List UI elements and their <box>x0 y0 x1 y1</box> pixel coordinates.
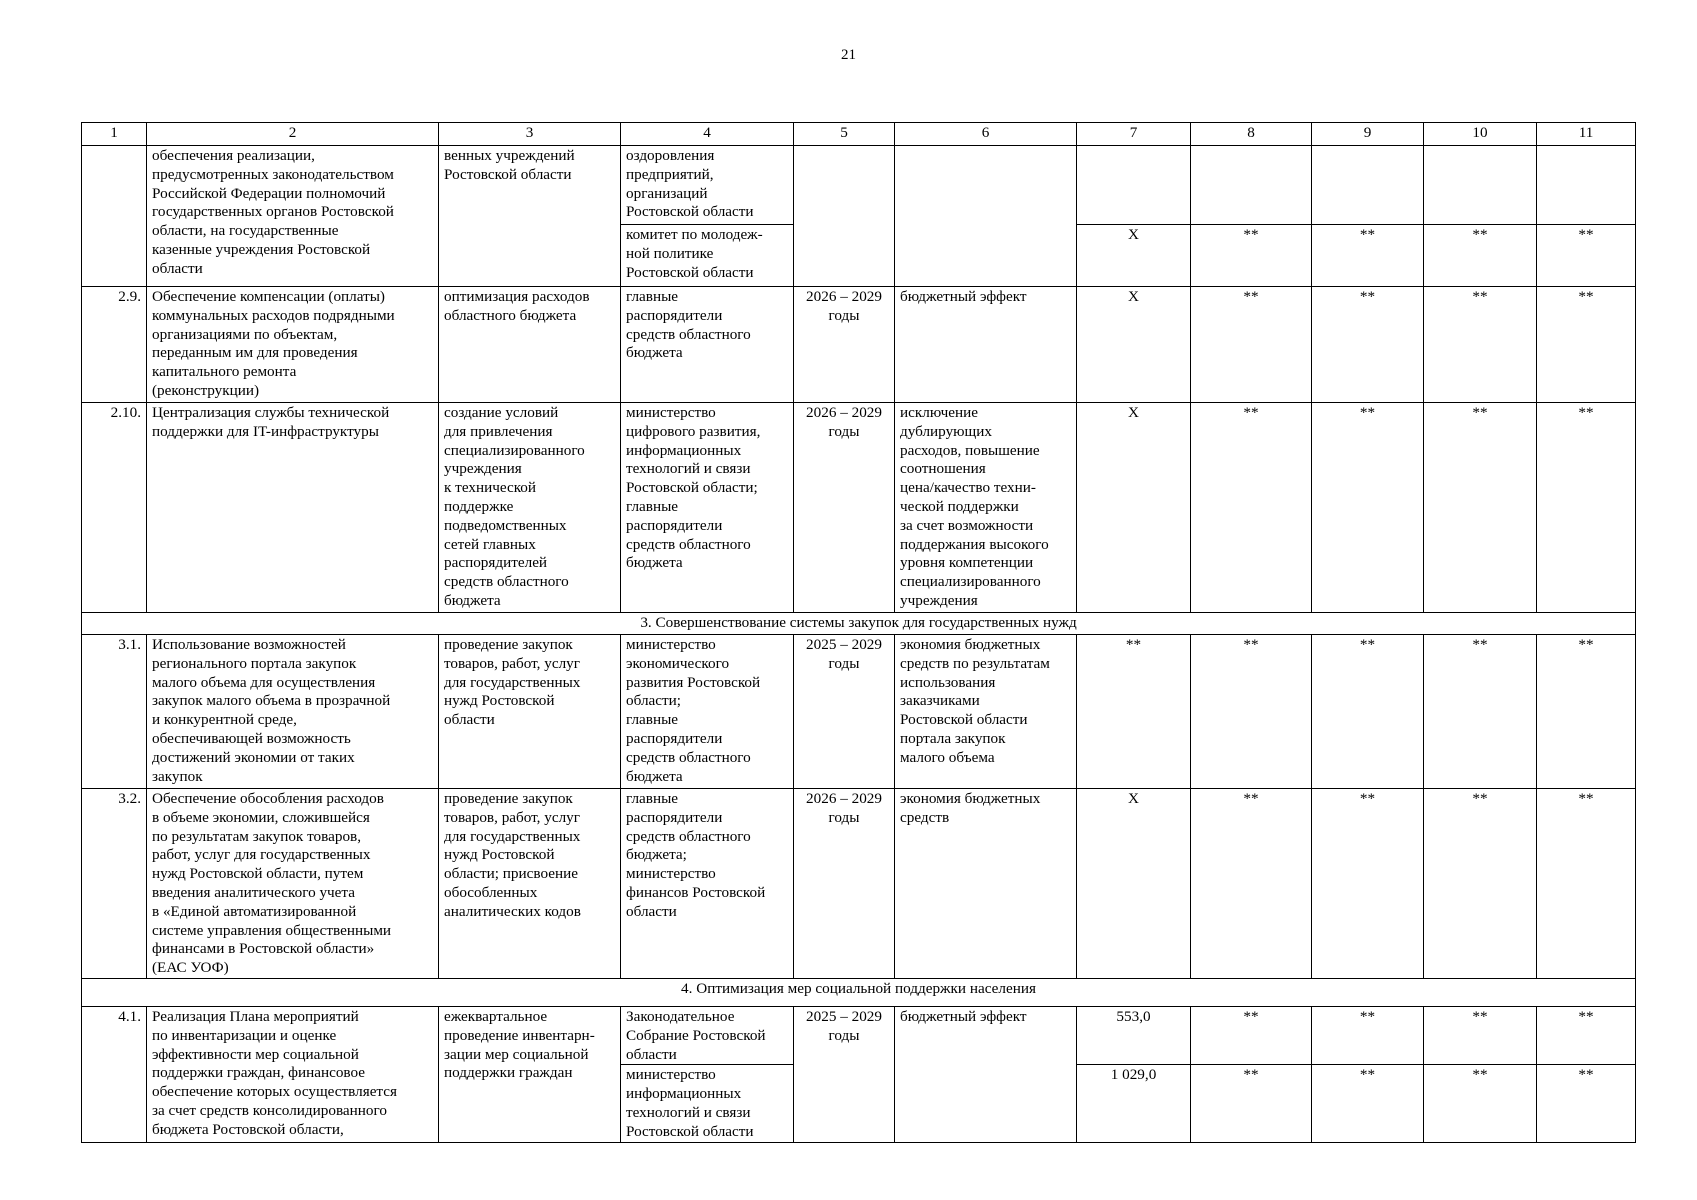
text-line: Обеспечение обособления расходов <box>152 790 384 807</box>
text-line: ежеквартальное <box>444 1007 548 1025</box>
text-line: главные <box>626 288 679 305</box>
text-line: технологий и связи <box>626 1103 751 1121</box>
measure-text <box>147 287 439 403</box>
text-line: средств по результатам <box>900 654 1050 672</box>
text-line: министерство <box>626 1066 716 1084</box>
row-number: 4.1. <box>82 1006 147 1142</box>
period-text <box>794 403 895 613</box>
text-line: поддержке <box>444 497 514 515</box>
text-line: нужд Ростовской <box>444 846 555 864</box>
row-number: 3.2. <box>82 789 147 979</box>
text-line: финансов Ростовской <box>626 883 766 901</box>
text-line: средств областного <box>626 748 751 766</box>
method-text <box>439 1006 621 1142</box>
text-line: предусмотренных законодательством <box>152 165 394 183</box>
measure-text <box>147 1006 439 1142</box>
text-line: системе управления общественными <box>152 921 392 939</box>
text-line: оздоровления <box>626 147 715 164</box>
value-cell: ** <box>1312 635 1424 789</box>
value-cell: ** <box>1424 287 1537 403</box>
text-line: бюджета <box>626 767 683 785</box>
text-line: области <box>152 259 203 277</box>
header-cell: 8 <box>1191 123 1312 146</box>
text-line: комитет по молодеж- <box>626 226 763 243</box>
text-line: государственных органов Ростовской <box>152 203 394 221</box>
text-line: работ, услуг для государственных <box>152 846 371 864</box>
text-line: ческой поддержки <box>900 497 1019 515</box>
text-line: Ростовской области <box>626 263 754 281</box>
executor-text <box>621 1065 794 1142</box>
value-cell: ** <box>1537 789 1636 979</box>
text-line: министерство <box>626 636 716 653</box>
text-line: заказчиками <box>900 692 980 710</box>
value-cell: ** <box>1537 225 1636 287</box>
text-line: Российской Федерации полномочий <box>152 184 386 202</box>
text-line: и конкурентной среде, <box>152 711 297 729</box>
value-cell: ** <box>1191 225 1312 287</box>
header-cell: 3 <box>439 123 621 146</box>
text-line: уровня компетенции <box>900 554 1034 572</box>
row-number: 2.10. <box>82 403 147 613</box>
text-line: главные <box>626 711 679 729</box>
text-line: специализированного <box>900 573 1041 591</box>
text-line: за счет возможности <box>900 516 1034 534</box>
text-line: по результатам закупок товаров, <box>152 827 362 845</box>
text-line: годы <box>828 306 860 324</box>
text-line: организаций <box>626 184 708 202</box>
value-cell: ** <box>1424 1006 1537 1064</box>
value-cell: ** <box>1191 287 1312 403</box>
value-cell: Х <box>1077 287 1191 403</box>
text-line: переданным им для проведения <box>152 344 358 362</box>
text-line: бюджета <box>626 344 683 362</box>
text-line: цена/качество техни- <box>900 479 1036 497</box>
text-line: Ростовской области <box>626 203 754 221</box>
text-line: Ростовской области <box>444 165 572 183</box>
value-cell: ** <box>1537 287 1636 403</box>
value-cell: ** <box>1077 635 1191 789</box>
text-line: распорядители <box>626 306 723 324</box>
text-line: учреждения <box>444 460 522 478</box>
header-cell: 7 <box>1077 123 1191 146</box>
text-line: портала закупок <box>900 729 1006 747</box>
text-line: Реализация Плана мероприятий <box>152 1007 359 1025</box>
text-line: распорядители <box>626 729 723 747</box>
value-cell: ** <box>1424 403 1537 613</box>
text-line: областного бюджета <box>444 306 577 324</box>
executor-text <box>621 789 794 979</box>
section-title: 4. Оптимизация мер социальной поддержки населения <box>82 978 1636 1006</box>
text-line: 2026 – 2029 <box>806 790 882 807</box>
text-line: Использование возможностей <box>152 636 346 653</box>
header-cell: 6 <box>895 123 1077 146</box>
result-text <box>895 789 1077 979</box>
text-line: обеспечивающей возможность <box>152 729 351 747</box>
text-line: бюджета <box>444 591 501 609</box>
text-line: области; присвоение <box>444 865 578 883</box>
text-line: казенные учреждения Ростовской <box>152 240 371 258</box>
method-text <box>439 146 621 287</box>
text-line: к технической <box>444 479 537 497</box>
method-text <box>439 403 621 613</box>
value-cell: ** <box>1191 635 1312 789</box>
table-row-4-1 <box>82 1006 1636 1064</box>
period-text <box>794 635 895 789</box>
text-line: экономического <box>626 654 730 672</box>
text-line: министерство <box>626 404 716 421</box>
text-line: поддержания высокого <box>900 535 1049 553</box>
text-line: Законодательное <box>626 1007 735 1025</box>
value-cell: ** <box>1312 403 1424 613</box>
text-line: поддержки для IT-инфраструктуры <box>152 422 379 440</box>
text-line: расходов, повышение <box>900 441 1040 459</box>
text-line: зации мер социальной <box>444 1045 589 1063</box>
table-row-2-10 <box>82 403 1636 613</box>
period-text <box>794 1006 895 1142</box>
section-title: 3. Совершенствование системы закупок для государственных нужд <box>82 613 1636 635</box>
executor-text <box>621 635 794 789</box>
text-line: специализированного <box>444 441 585 459</box>
text-line: создание условий <box>444 404 559 421</box>
text-line: исключение <box>900 404 978 421</box>
text-line: проведение закупок <box>444 790 573 807</box>
text-line: достижений экономии от таких <box>152 748 355 766</box>
value-cell: ** <box>1424 635 1537 789</box>
text-line: (реконструкции) <box>152 381 260 399</box>
text-line: Ростовской области <box>626 1122 754 1140</box>
measure-text <box>147 403 439 613</box>
result-text <box>895 635 1077 789</box>
text-line: 2026 – 2029 <box>806 404 882 421</box>
value-cell: ** <box>1312 789 1424 979</box>
text-line: товаров, работ, услуг <box>444 654 580 672</box>
text-line: годы <box>828 422 860 440</box>
header-cell: 9 <box>1312 123 1424 146</box>
text-line: средств областного <box>626 827 751 845</box>
measure-text <box>147 146 439 287</box>
text-line: товаров, работ, услуг <box>444 808 580 826</box>
value-cell: ** <box>1191 1065 1312 1142</box>
text-line: Ростовской области; <box>626 479 758 497</box>
text-line: цифрового развития, <box>626 422 761 440</box>
text-line: области; <box>626 692 681 710</box>
result-text <box>895 1006 1077 1142</box>
text-line: главные <box>626 790 679 807</box>
value-cell: 1 029,0 <box>1077 1065 1191 1142</box>
text-line: средств <box>900 808 950 826</box>
value-cell: ** <box>1312 1006 1424 1064</box>
text-line: (ЕАС УОФ) <box>152 959 229 977</box>
value-cell: ** <box>1312 287 1424 403</box>
text-line: в объеме экономии, сложившейся <box>152 808 370 826</box>
text-line: экономия бюджетных <box>900 790 1041 807</box>
text-line: годы <box>828 1026 860 1044</box>
header-cell: 5 <box>794 123 895 146</box>
text-line: для государственных <box>444 673 581 691</box>
text-line: по инвентаризации и оценке <box>152 1026 337 1044</box>
text-line: нужд Ростовской области, путем <box>152 865 364 883</box>
page-number: 21 <box>841 47 856 63</box>
executor-text <box>621 403 794 613</box>
header-cell: 11 <box>1537 123 1636 146</box>
text-line: области <box>626 1045 677 1063</box>
measure-text <box>147 789 439 979</box>
period-text <box>794 287 895 403</box>
text-line: Ростовской области <box>900 711 1028 729</box>
text-line: бюджетный эффект <box>900 288 1027 305</box>
value-cell: Х <box>1077 403 1191 613</box>
text-line: регионального портала закупок <box>152 654 357 672</box>
text-line: проведение инвентарн- <box>444 1026 595 1044</box>
value-cell: ** <box>1537 1065 1636 1142</box>
text-line: бюджета Ростовской области, <box>152 1120 344 1138</box>
text-line: нужд Ростовской <box>444 692 555 710</box>
text-line: поддержки граждан <box>444 1064 573 1082</box>
text-line: распорядители <box>626 808 723 826</box>
header-cell: 10 <box>1424 123 1537 146</box>
text-line: поддержки граждан, финансовое <box>152 1064 366 1082</box>
text-line: Централизация службы технической <box>152 404 390 421</box>
table-row-2-9 <box>82 287 1636 403</box>
executor-text <box>621 146 794 225</box>
executor-text <box>621 287 794 403</box>
text-line: закупок малого объема в прозрачной <box>152 692 391 710</box>
period-text <box>794 789 895 979</box>
text-line: проведение закупок <box>444 636 573 653</box>
text-line: Обеспечение компенсации (оплаты) <box>152 288 385 305</box>
text-line: малого объема <box>900 748 995 766</box>
text-line: годы <box>828 654 860 672</box>
row-number: 2.9. <box>82 287 147 403</box>
text-line: использования <box>900 673 996 691</box>
text-line: обеспечение которых осуществляется <box>152 1083 397 1101</box>
value-cell: Х <box>1077 789 1191 979</box>
text-line: распорядителей <box>444 554 548 572</box>
text-line: средств областного <box>444 573 569 591</box>
text-line: финансами в Ростовской области» <box>152 940 375 958</box>
value-cell: ** <box>1424 1065 1537 1142</box>
value-cell: 553,0 <box>1077 1006 1191 1064</box>
text-line: капитального ремонта <box>152 363 297 381</box>
text-line: 2025 – 2029 <box>806 636 882 653</box>
text-line: соотношения <box>900 460 986 478</box>
value-cell: ** <box>1537 1006 1636 1064</box>
value-cell: ** <box>1312 1065 1424 1142</box>
text-line: области <box>444 711 495 729</box>
header-row <box>82 123 1636 146</box>
table-row-3-1 <box>82 635 1636 789</box>
result-text <box>895 403 1077 613</box>
value-cell: ** <box>1537 635 1636 789</box>
text-line: области <box>626 902 677 920</box>
executor-text <box>621 1006 794 1064</box>
value-cell: ** <box>1312 225 1424 287</box>
section-row-4 <box>82 978 1636 1006</box>
text-line: малого объема для осуществления <box>152 673 376 691</box>
text-line: министерство <box>626 865 716 883</box>
text-line: информационных <box>626 441 742 459</box>
text-line: годы <box>828 808 860 826</box>
text-line: экономия бюджетных <box>900 636 1041 653</box>
value-cell: ** <box>1191 789 1312 979</box>
text-line: средств областного <box>626 535 751 553</box>
value-cell: ** <box>1191 1006 1312 1064</box>
table-row-3-2 <box>82 789 1636 979</box>
method-text <box>439 635 621 789</box>
method-text <box>439 789 621 979</box>
text-line: технологий и связи <box>626 460 751 478</box>
text-line: распорядители <box>626 516 723 534</box>
text-line: Собрание Ростовской <box>626 1026 766 1044</box>
text-line: в «Единой автоматизированной <box>152 902 357 920</box>
text-line: дублирующих <box>900 422 992 440</box>
text-line: венных учреждений <box>444 147 575 164</box>
executor-text <box>621 225 794 287</box>
value-cell: Х <box>1077 225 1191 287</box>
text-line: эффективности мер социальной <box>152 1045 359 1063</box>
text-line: учреждения <box>900 591 978 609</box>
text-line: обеспечения реализации, <box>152 147 315 164</box>
text-line: за счет средств консолидированного <box>152 1101 387 1119</box>
text-line: предприятий, <box>626 165 714 183</box>
value-cell: ** <box>1424 789 1537 979</box>
method-text <box>439 287 621 403</box>
text-line: средств областного <box>626 325 751 343</box>
result-text <box>895 287 1077 403</box>
text-line: для государственных <box>444 827 581 845</box>
text-line: ной политике <box>626 244 714 262</box>
header-cell: 4 <box>621 123 794 146</box>
text-line: обособленных <box>444 883 538 901</box>
text-line: сетей главных <box>444 535 536 553</box>
text-line: подведомственных <box>444 516 567 534</box>
value-cell: ** <box>1191 403 1312 613</box>
text-line: бюджета <box>626 554 683 572</box>
text-line: главные <box>626 497 679 515</box>
text-line: бюджета; <box>626 846 687 864</box>
text-line: закупок <box>152 767 203 785</box>
measures-table <box>81 122 1636 1143</box>
text-line: коммунальных расходов подрядными <box>152 306 395 324</box>
text-line: информационных <box>626 1085 742 1103</box>
value-cell: ** <box>1424 225 1537 287</box>
section-row-3 <box>82 613 1636 635</box>
value-cell: ** <box>1537 403 1636 613</box>
text-line: введения аналитического учета <box>152 883 355 901</box>
header-cell: 1 <box>82 123 147 146</box>
text-line: аналитических кодов <box>444 902 581 920</box>
text-line: организациями по объектам, <box>152 325 338 343</box>
header-cell: 2 <box>147 123 439 146</box>
row-number: 3.1. <box>82 635 147 789</box>
table-row-continuation <box>82 146 1636 225</box>
text-line: развития Ростовской <box>626 673 761 691</box>
text-line: для привлечения <box>444 422 553 440</box>
text-line: бюджетный эффект <box>900 1007 1027 1025</box>
text-line: 2026 – 2029 <box>806 288 882 305</box>
text-line: 2025 – 2029 <box>806 1007 882 1025</box>
text-line: области, на государственные <box>152 222 339 240</box>
measure-text <box>147 635 439 789</box>
text-line: оптимизация расходов <box>444 288 590 305</box>
